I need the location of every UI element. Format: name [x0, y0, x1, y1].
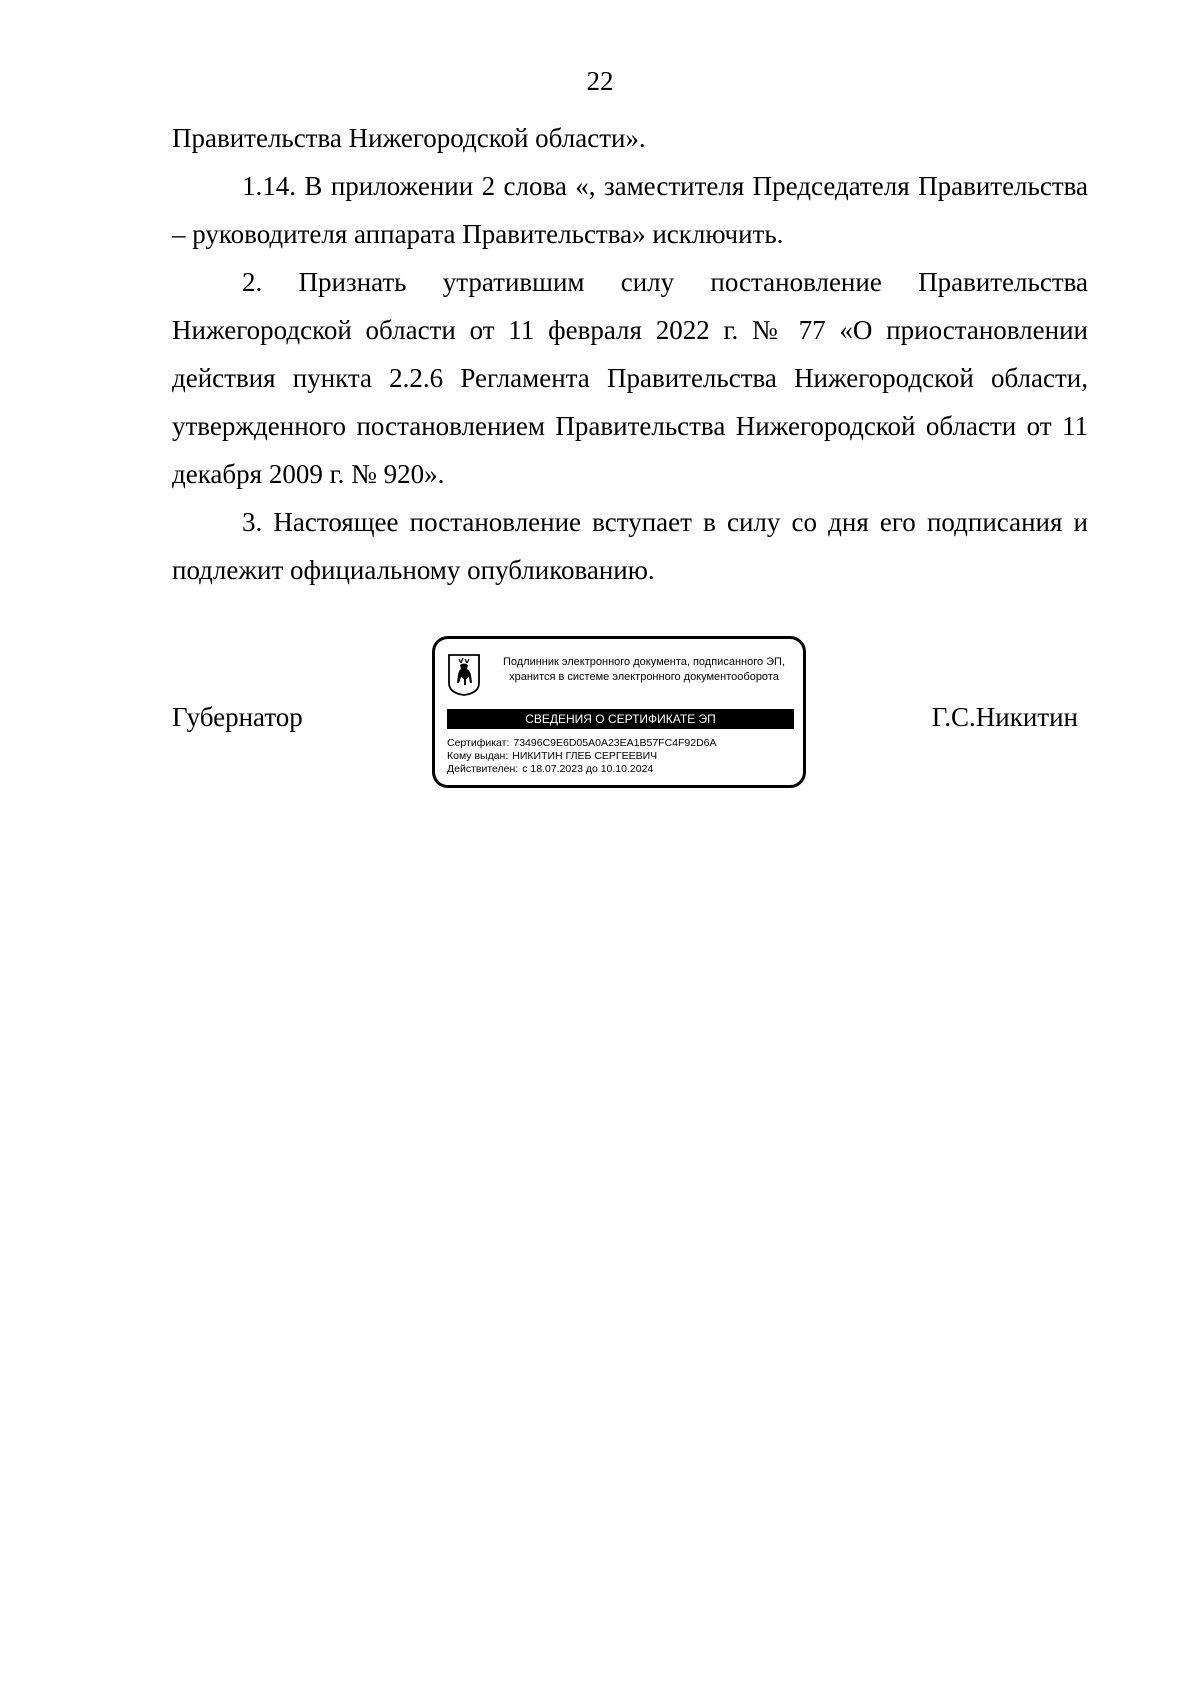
- certificate-value: 73496C9E6D05A0A23EA1B57FC4F92D6A: [513, 737, 717, 749]
- electronic-signature-stamp: [432, 636, 806, 788]
- certificate-label: Сертификат:: [447, 737, 510, 749]
- deer-emblem-icon: [447, 653, 481, 697]
- stamp-header-line-2: хранится в системе электронного документооборота: [509, 671, 779, 683]
- paragraph-1-14: 1.14. В приложении 2 слова «, заместителя Председателя Правительства – руководителя аппарата Правительства» исключить.: [172, 171, 1088, 249]
- issued-to-label: Кому выдан:: [447, 750, 509, 762]
- valid-value: с 18.07.2023 до 10.10.2024: [522, 763, 654, 775]
- stamp-valid-row: [447, 763, 797, 776]
- stamp-title-bar: СВЕДЕНИЯ О СЕРТИФИКАТЕ ЭП: [447, 709, 794, 729]
- stamp-issued-to-row: [447, 750, 797, 763]
- paragraph-2: 2. Признать утратившим силу постановление Правительства Нижегородской области от 11 февраля 2022 г. № 77 «О приостановлении действия пункта 2.2.6 Регламента Правительства Нижегородской области, утвержденного постановлением Правительства Нижегородской области от 11 декабря 2009 г. № 920».: [172, 267, 1088, 489]
- signer-name: Г.С.Никитин: [931, 702, 1078, 732]
- document-body: [172, 114, 1088, 594]
- stamp-certificate-row: [447, 737, 797, 750]
- stamp-header: [487, 655, 801, 685]
- issued-to-value: НИКИТИН ГЛЕБ СЕРГЕЕВИЧ: [512, 750, 658, 762]
- signature-block: [172, 636, 1088, 796]
- stamp-details: [447, 737, 797, 776]
- paragraph-3: 3. Настоящее постановление вступает в силу со дня его подписания и подлежит официальному опубликованию.: [172, 507, 1088, 585]
- signer-position: Губернатор: [172, 702, 303, 732]
- stamp-header-line-1: Подлинник электронного документа, подписанного ЭП,: [502, 656, 786, 668]
- valid-label: Действителен:: [447, 763, 519, 775]
- page-number: 22: [586, 66, 614, 96]
- paragraph-continuation: Правительства Нижегородской области».: [172, 123, 646, 153]
